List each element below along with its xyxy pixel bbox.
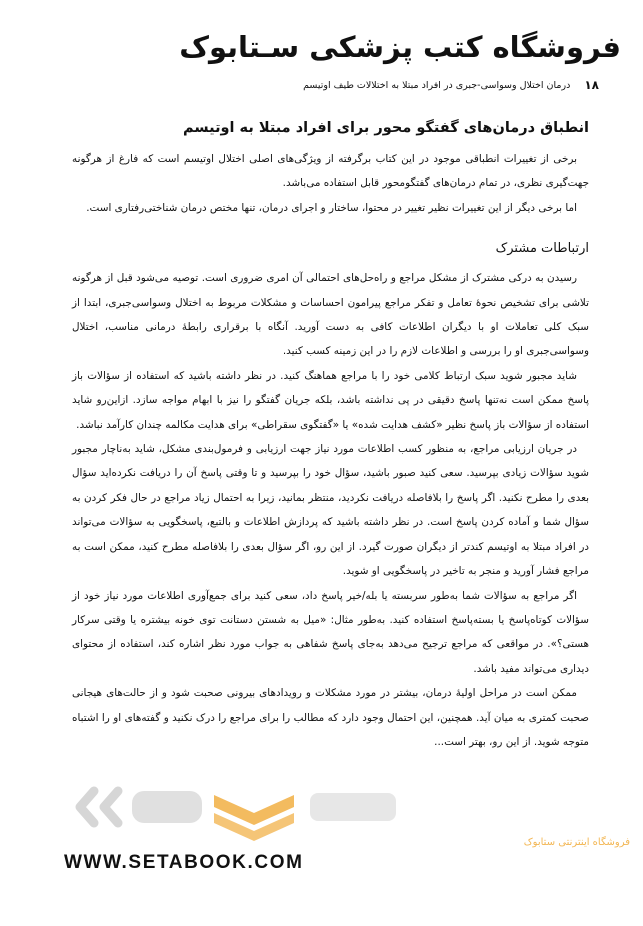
website-url[interactable]: WWW.SETABOOK.COM	[64, 852, 304, 873]
paragraph: برخی از تغییرات انطباقی موجود در این کتاب برگرفته از ویژگی‌های اصلی اختلال اوتیسم است که فارغ از هرگونه جهت‌گیری نظری، در تمام درمان‌های گفتگومحور قابل استفاده می‌باشد.	[72, 153, 589, 190]
section-heading-shared-communication: ارتباطات مشترک	[495, 241, 589, 257]
store-brand-title: فروشگاه کتب پزشکی سـتابوک	[179, 30, 621, 64]
paragraph: اما برخی دیگر از این تغییرات نظیر تغییر در محتوا، ساختار و اجرای درمان، تنها مختص درمان شناختی‌رفتاری است.	[86, 201, 577, 214]
paragraph: در جریان ارزیابی مراجع، به منظور کسب اطلاعات مورد نیاز جهت ارزیابی و فرمول‌بندی مشکل، شاید به‌ناچار مجبور شوید سؤالات زیادی بپرسید. سعی کنید صبور باشید، سؤال خود را بپرسید و تا وقتی پاسخ آن را دریافت نکرده‌اید سؤال بعدی را مطرح نکنید. اگر پاسخ را بلافاصله دریافت نکردید، منتظر بمانید، زیرا به احتمال زیاد مراجع در حال فکر کردن به سؤال شما و آماده کردن پاسخ است. در نظر داشته باشید که پردازش اطلاعات و بالتبع، پاسخگویی به سؤالات می‌تواند در افراد مبتلا به اوتیسم کندتر از دیگران صورت گیرد. از این رو، اگر سؤال بعدی را بلافاصله مطرح کنید، ممکن است به مراجع فشار آورید و منجر به تاخیر در پاسخگویی او شوید.	[72, 443, 589, 578]
paragraph: ممکن است در مراحل اولیهٔ درمان، بیشتر در مورد مشکلات و رویدادهای بیرونی صحبت شود و از حالت‌های هیجانی صحبت کمتری به میان آید. همچنین، این احتمال وجود دارد که مطالب را برای مراجع را درک نکنید و گفته‌های او را اشتباه متوجه شوید. از این رو، بهتر است...	[72, 687, 589, 748]
paragraph: اگر مراجع به سؤالات شما به‌طور سربسته یا بله/خیر پاسخ داد، سعی کنید برای جمع‌آوری اطلاعات مورد نیاز خود از سؤالات کوتاه‌پاسخ یا بسته‌پاسخ استفاده کنید. به‌طور مثال: «میل به شستن دستانت توی خونه بیشتره یا وقتی سرکار هستی؟». در مواقعی که مراجع ترجیح می‌دهد به‌جای پاسخ شفاهی به جواب مورد نظر اشاره کند، استفاده از محتوای دیداری می‌تواند مفید باشد.	[72, 589, 589, 675]
paragraph: شاید مجبور شوید سبک ارتباط کلامی خود را با مراجع هماهنگ کنید. در نظر داشته باشید که استفاده از سؤالات باز پاسخ ممکن است نه‌تنها پاسخ دقیقی در پی نداشته باشد، بلکه جریان گفتگو را نیز با ابهام مواجه سازد. ازاین‌رو شاید استفاده از سؤالات باز پاسخ نظیر «کشف هدایت شده» یا «گفتگوی سقراطی» برای هدایت مکالمه چندان کارآمد نباشد.	[72, 369, 589, 431]
watermark-subtitle: فروشگاه اینترنتی ستابوک	[523, 837, 630, 848]
running-title: درمان اختلال وسواسی-جبری در افراد مبتلا به اختلالات طیف اوتیسم	[303, 79, 571, 91]
page-number: ۱۸	[584, 78, 599, 92]
running-header	[60, 78, 599, 92]
page-body	[72, 118, 589, 754]
paragraph: رسیدن به درکی مشترک از مشکل مراجع و راه‌حل‌های احتمالی آن امری ضروری است. توصیه می‌شود قبل از هرگونه تلاشی برای تشخیص نحوهٔ تعامل و تفکر مراجع پیرامون احساسات و مشکلات مربوط به اختلال وسواسی‌جبری، ابتدا از سبک کلی تعاملات او با دیگران اطلاعات کافی به دست آورید. آنگاه با برقراری رابطهٔ درمانی مناسب، اختلال وسواسی‌جبری او را بررسی و اطلاعات لازم را در این زمینه کسب کنید.	[72, 272, 589, 358]
section-heading-adaptation: انطباق درمان‌های گفتگو محور برای افراد مبتلا به اوتیسم	[183, 120, 589, 136]
